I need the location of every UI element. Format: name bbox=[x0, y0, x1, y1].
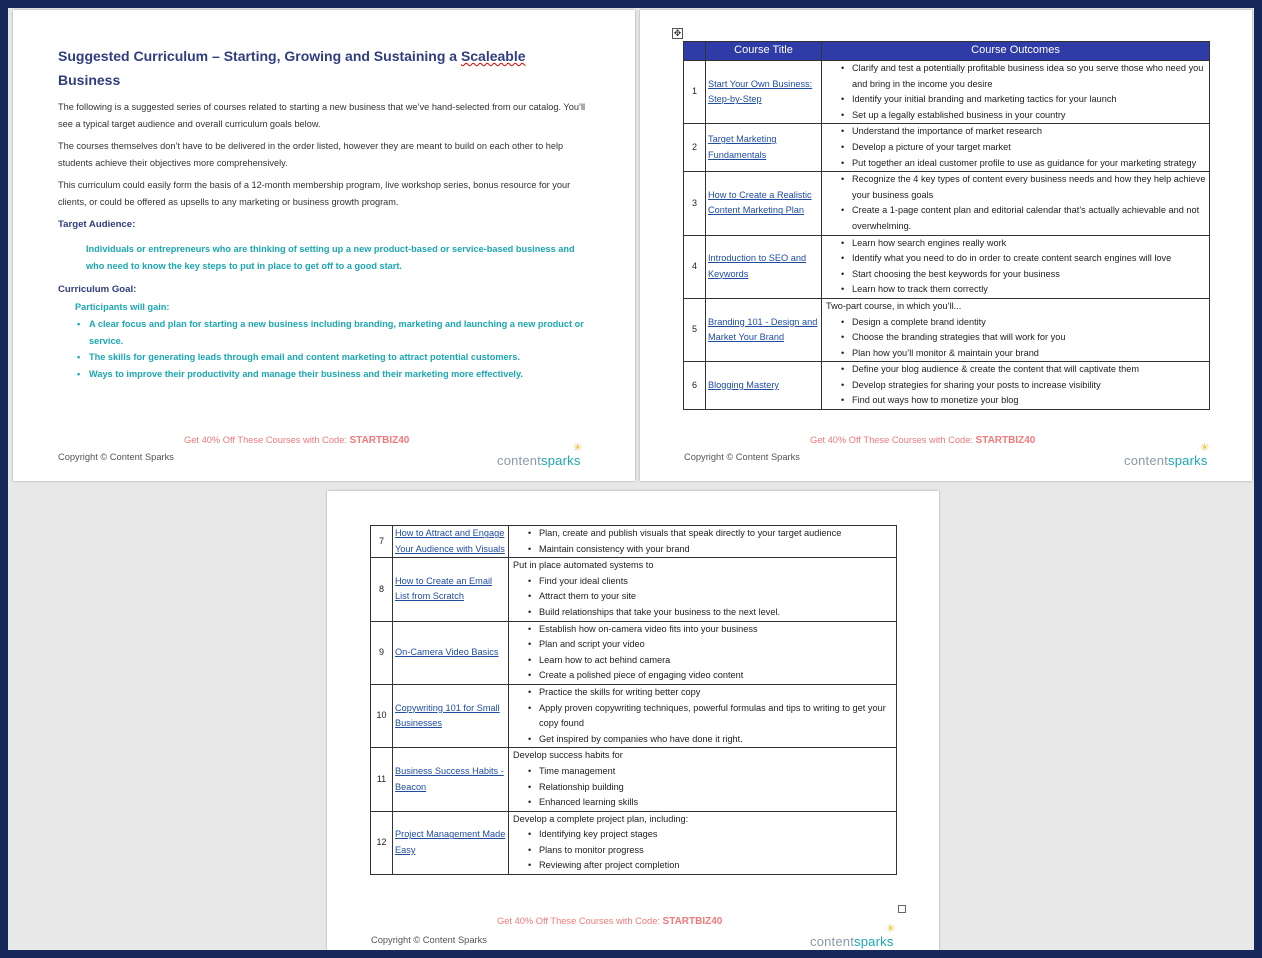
course-title-link[interactable]: Branding 101 - Design and Market Your Brand bbox=[708, 316, 818, 343]
target-audience-heading: Target Audience: bbox=[58, 219, 136, 230]
outcome-item: • Get inspired by companies who have done it right. bbox=[511, 732, 894, 748]
outcomes-list bbox=[824, 236, 1207, 298]
course-title-cell bbox=[706, 61, 822, 124]
table-row bbox=[371, 748, 897, 811]
course-outcomes-cell[interactable] bbox=[822, 172, 1210, 235]
document-page-3 bbox=[327, 491, 939, 950]
outcome-item: • Identify your initial branding and marketing tactics for your launch bbox=[824, 92, 1207, 108]
row-number: 2 bbox=[684, 124, 706, 172]
outcome-item: • Create a polished piece of engaging video content bbox=[511, 668, 894, 684]
table-row bbox=[684, 235, 1210, 298]
goal-item[interactable]: • Ways to improve their productivity and manage their business and their marketing more effectively. bbox=[75, 366, 595, 383]
spark-icon: ✳ bbox=[573, 442, 583, 454]
course-outcomes-cell[interactable] bbox=[822, 298, 1210, 361]
course-title-link[interactable]: Project Management Made Easy bbox=[395, 829, 506, 855]
outcome-item: • Apply proven copywriting techniques, powerful formulas and tips to writing to get your copy found bbox=[511, 701, 894, 732]
outcome-item: • Establish how on-camera video fits into your business bbox=[511, 622, 894, 638]
outcome-item: • Relationship building bbox=[511, 780, 894, 796]
row-number: 5 bbox=[684, 298, 706, 361]
table-row bbox=[684, 124, 1210, 172]
outcomes-list bbox=[511, 764, 894, 811]
outcomes-list bbox=[824, 362, 1207, 409]
header-course-title: Course Title bbox=[706, 42, 822, 61]
header-number-cell bbox=[684, 42, 706, 61]
document-title[interactable]: Suggested Curriculum – Starting, Growing and Sustaining a Scaleable Business bbox=[58, 48, 526, 88]
outcome-item: • Learn how search engines really work bbox=[824, 236, 1207, 252]
table-row bbox=[371, 811, 897, 874]
copyright-text: Copyright © Content Sparks bbox=[58, 452, 174, 462]
content-sparks-logo: contentsparks ✳ bbox=[810, 923, 896, 949]
course-outcomes-cell[interactable] bbox=[509, 558, 897, 621]
outcome-item: • Design a complete brand identity bbox=[824, 315, 1207, 331]
outcomes-list bbox=[511, 526, 894, 557]
course-outcomes-cell[interactable] bbox=[822, 235, 1210, 298]
outcome-item: • Recognize the 4 key types of content every business needs and how they help achieve your business goals bbox=[824, 172, 1207, 203]
outcomes-lead: Develop success habits for bbox=[513, 750, 623, 761]
table-resize-handle[interactable] bbox=[898, 905, 906, 913]
intro-paragraph-2[interactable]: The courses themselves don’t have to be delivered in the order listed, however they are meant to build on each other to help students achieve their objectives more comprehensively. bbox=[58, 141, 564, 168]
outcome-item: • Maintain consistency with your brand bbox=[511, 542, 894, 558]
outcome-item: • Find your ideal clients bbox=[511, 574, 894, 590]
table-row bbox=[684, 61, 1210, 124]
outcome-item: • Identifying key project stages bbox=[511, 827, 894, 843]
outcome-item: • Plan, create and publish visuals that speak directly to your target audience bbox=[511, 526, 894, 542]
course-title-cell bbox=[393, 558, 509, 621]
outcome-item: • Choose the branding strategies that will work for you bbox=[824, 330, 1207, 346]
course-title-cell bbox=[393, 811, 509, 874]
target-audience-text[interactable]: Individuals or entrepreneurs who are thinking of setting up a new product-based or service-based business and who need to know the key steps to put in place to get off to a good start. bbox=[86, 244, 575, 271]
outcome-item: • Put together an ideal customer profile to use as guidance for your marketing strategy bbox=[824, 156, 1207, 172]
course-title-link[interactable]: Blogging Mastery bbox=[708, 379, 779, 390]
table-row bbox=[371, 684, 897, 747]
course-table-continued bbox=[370, 525, 897, 875]
course-outcomes-cell[interactable] bbox=[509, 811, 897, 874]
course-title-cell bbox=[706, 298, 822, 361]
spark-icon: ✳ bbox=[1200, 442, 1210, 454]
row-number: 3 bbox=[684, 172, 706, 235]
outcome-item: • Start choosing the best keywords for your business bbox=[824, 267, 1207, 283]
promo-code: STARTBIZ40 bbox=[662, 916, 723, 927]
outcome-item: • Practice the skills for writing better copy bbox=[511, 685, 894, 701]
outcome-item: • Develop a picture of your target market bbox=[824, 140, 1207, 156]
outcomes-list bbox=[824, 124, 1207, 171]
course-title-cell bbox=[393, 621, 509, 684]
course-title-link[interactable]: Copywriting 101 for Small Businesses bbox=[395, 702, 500, 729]
outcome-item: • Plan and script your video bbox=[511, 637, 894, 653]
course-title-link[interactable]: How to Create a Realistic Content Marketing Plan bbox=[708, 189, 812, 216]
spark-icon: ✳ bbox=[886, 923, 896, 935]
table-row bbox=[371, 526, 897, 558]
copyright-text: Copyright © Content Sparks bbox=[684, 452, 800, 462]
goal-item[interactable]: • The skills for generating leads through email and content marketing to attract potential customers. bbox=[75, 349, 595, 366]
outcome-item: • Attract them to your site bbox=[511, 589, 894, 605]
course-title-link[interactable]: Start Your Own Business: Step-by-Step bbox=[708, 78, 813, 105]
outcomes-list bbox=[511, 685, 894, 747]
outcome-item: • Create a 1-page content plan and editorial calendar that’s actually achievable and not overwhelming. bbox=[824, 203, 1207, 234]
row-number: 9 bbox=[371, 621, 393, 684]
outcome-item: • Understand the importance of market research bbox=[824, 124, 1207, 140]
course-title-link[interactable]: Introduction to SEO and Keywords bbox=[708, 253, 807, 279]
course-outcomes-cell[interactable] bbox=[509, 684, 897, 747]
course-outcomes-cell[interactable] bbox=[509, 748, 897, 811]
intro-paragraph-1[interactable]: The following is a suggested series of courses related to starting a new business that we’ve hand-selected from our catalog. You’ll see a typical target audience and overall curriculum goals below. bbox=[58, 102, 586, 129]
outcomes-list bbox=[511, 622, 894, 684]
outcome-item: • Enhanced learning skills bbox=[511, 795, 894, 811]
course-title-link[interactable]: Business Success Habits - Beacon bbox=[395, 765, 504, 792]
intro-paragraph-3[interactable]: This curriculum could easily form the basis of a 12-month membership program, live workshop series, bonus resource for your clients, or could be offered as upsells to any marketing or business growth program. bbox=[58, 180, 571, 207]
outcome-item: • Plan how you’ll monitor & maintain your brand bbox=[824, 346, 1207, 362]
table-row bbox=[371, 558, 897, 621]
outcomes-list bbox=[511, 827, 894, 874]
table-header-row bbox=[684, 42, 1210, 61]
row-number: 10 bbox=[371, 684, 393, 747]
outcome-item: • Clarify and test a potentially profitable business idea so you serve those who need you and bring in the income you desire bbox=[824, 61, 1207, 92]
row-number: 6 bbox=[684, 362, 706, 410]
outcomes-list bbox=[824, 315, 1207, 362]
course-title-cell bbox=[393, 748, 509, 811]
table-row bbox=[371, 621, 897, 684]
header-course-outcomes: Course Outcomes bbox=[822, 42, 1210, 61]
promo-code: STARTBIZ40 bbox=[975, 435, 1036, 446]
course-title-cell bbox=[706, 235, 822, 298]
course-outcomes-cell[interactable] bbox=[509, 526, 897, 558]
table-row bbox=[684, 172, 1210, 235]
course-table bbox=[683, 41, 1210, 410]
course-title-link[interactable]: How to Create an Email List from Scratch bbox=[395, 575, 493, 602]
course-outcomes-cell[interactable] bbox=[822, 61, 1210, 124]
course-title-cell bbox=[393, 526, 509, 558]
course-outcomes-cell[interactable] bbox=[509, 621, 897, 684]
outcome-item: • Set up a legally established business in your country bbox=[824, 108, 1207, 124]
content-sparks-logo: contentsparks ✳ bbox=[497, 442, 583, 468]
document-canvas bbox=[8, 8, 1254, 950]
promo-line: Get 40% Off These Courses with Code: STARTBIZ40 bbox=[810, 435, 1036, 446]
outcome-item: • Identify what you need to do in order to create content search engines will love bbox=[824, 251, 1207, 267]
outcome-item: • Develop strategies for sharing your posts to increase visibility bbox=[824, 378, 1207, 394]
outcome-item: • Find out ways how to monetize your blog bbox=[824, 393, 1207, 409]
table-row bbox=[684, 362, 1210, 410]
table-row bbox=[684, 298, 1210, 361]
goal-item[interactable]: • A clear focus and plan for starting a new business including branding, marketing and launching a new product or service. bbox=[75, 316, 595, 349]
outcome-item: • Learn how to track them correctly bbox=[824, 282, 1207, 298]
misspelled-word[interactable]: Scaleable bbox=[460, 48, 526, 64]
row-number: 7 bbox=[371, 526, 393, 558]
outcomes-lead: Two-part course, in which you’ll... bbox=[826, 300, 962, 311]
promo-line: Get 40% Off These Courses with Code: STARTBIZ40 bbox=[497, 916, 723, 927]
curriculum-goal-heading: Curriculum Goal: bbox=[58, 284, 137, 295]
row-number: 4 bbox=[684, 235, 706, 298]
course-title-cell bbox=[706, 362, 822, 410]
outcome-item: • Learn how to act behind camera bbox=[511, 653, 894, 669]
course-outcomes-cell[interactable] bbox=[822, 362, 1210, 410]
copyright-text: Copyright © Content Sparks bbox=[371, 935, 487, 945]
promo-line: Get 40% Off These Courses with Code: STARTBIZ40 bbox=[184, 435, 410, 446]
course-outcomes-cell[interactable] bbox=[822, 124, 1210, 172]
outcomes-lead: Develop a complete project plan, including: bbox=[513, 813, 689, 824]
row-number: 11 bbox=[371, 748, 393, 811]
outcome-item: • Reviewing after project completion bbox=[511, 858, 894, 874]
document-page-2 bbox=[640, 10, 1252, 481]
course-title-link[interactable]: On-Camera Video Basics bbox=[395, 646, 499, 657]
document-page-1 bbox=[13, 10, 635, 481]
row-number: 1 bbox=[684, 61, 706, 124]
outcomes-lead: Put in place automated systems to bbox=[513, 560, 654, 571]
outcome-item: • Time management bbox=[511, 764, 894, 780]
promo-code: STARTBIZ40 bbox=[349, 435, 410, 446]
outcomes-list bbox=[824, 61, 1207, 123]
outcomes-list bbox=[824, 172, 1207, 234]
outcome-item: • Define your blog audience & create the content that will captivate them bbox=[824, 362, 1207, 378]
outcome-item: • Build relationships that take your business to the next level. bbox=[511, 605, 894, 621]
course-title-cell bbox=[706, 124, 822, 172]
course-title-link[interactable]: Target Marketing Fundamentals bbox=[708, 134, 777, 160]
outcomes-list bbox=[511, 574, 894, 621]
course-title-link[interactable]: How to Attract and Engage Your Audience with Visuals bbox=[395, 528, 505, 554]
goal-list bbox=[75, 316, 595, 382]
content-sparks-logo: contentsparks ✳ bbox=[1124, 442, 1210, 468]
table-move-handle-icon[interactable]: ✥ bbox=[673, 28, 682, 38]
course-title-cell bbox=[706, 172, 822, 235]
goal-lead: Participants will gain: bbox=[75, 302, 170, 312]
course-title-cell bbox=[393, 684, 509, 747]
outcome-item: • Plans to monitor progress bbox=[511, 843, 894, 859]
row-number: 12 bbox=[371, 811, 393, 874]
row-number: 8 bbox=[371, 558, 393, 621]
